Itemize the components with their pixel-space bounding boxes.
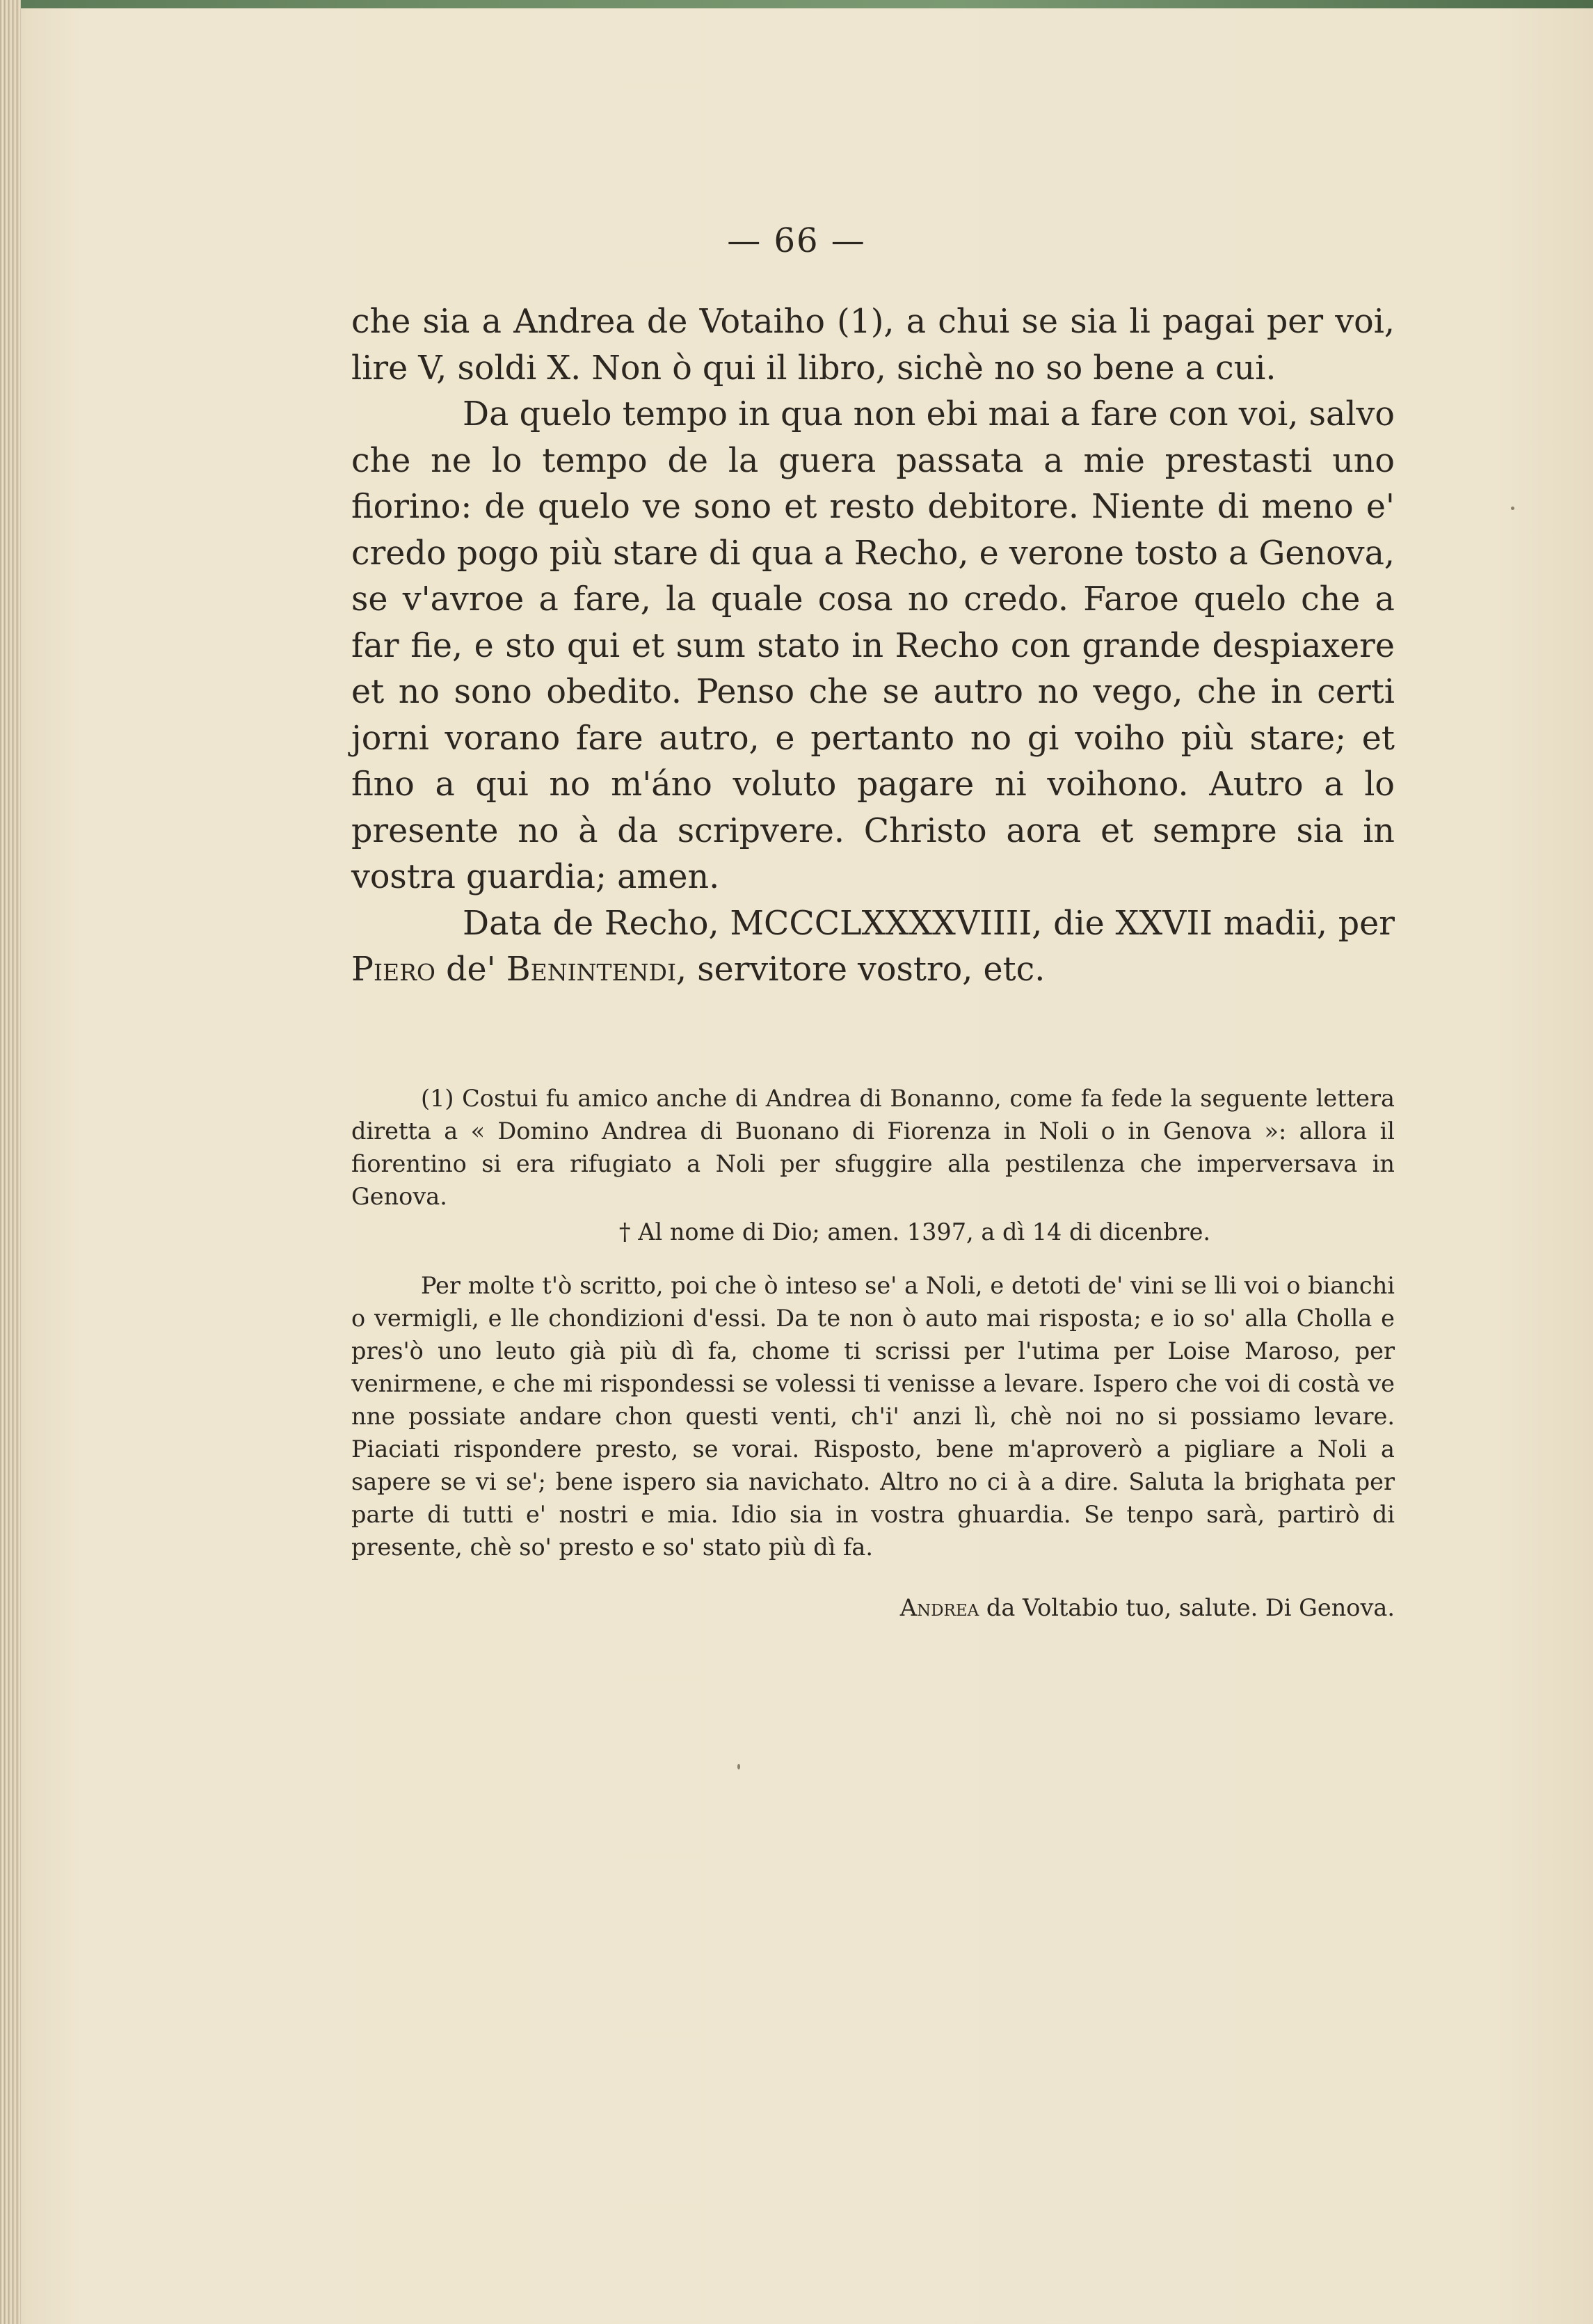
footnote-signature-rest: da Voltabio tuo, salute. Di Genova. xyxy=(979,1594,1395,1621)
signature-closing: , servitore vostro, etc. xyxy=(676,950,1046,989)
signature-surname: Benintendi xyxy=(506,950,677,989)
paper-speck xyxy=(737,1764,740,1769)
main-paragraph-2: Da quelo tempo in qua non ebi mai a fare con voi, salvo che ne lo tempo de la guera passata a mie prestasti uno fiorino: de quelo ve sono et resto debitore. Niente di meno e' credo pogo più stare di qua a Recho, e verone tosto a Genova, se v'avroe a fare, la quale cosa no credo. Faroe quelo che a far fie, e sto qui et sum stato in Recho con grande despiaxere et no sono obedito. Penso che se autro no vego, che in certi jorni vorano fare autro, e pertanto no gi voiho più stare; et fino a qui no m'áno voluto pagare ni voihono. Autro a lo presente no à da scripvere. Christo aora et sempre sia in vostra guardia; amen. xyxy=(351,395,1395,896)
signature-particle: de' xyxy=(435,950,506,989)
footnote-letter-body: Per molte t'ò scritto, poi che ò inteso se' a Noli, e detoti de' vini se lli voi o bianchi o vermigli, e lle chondizioni d'essi. Da te non ò auto mai risposta; e io so' alla Cholla e pres'ò uno leuto già più dì fa, chome ti scrissi per l'utima per Loise Maroso, per venirmene, e che mi rispondessi se volessi ti venisse a levare. Ispero che voi di costà ve nne possiate andare chon questi venti, ch'i' anzi lì, chè noi no si possiamo levare. Piaciati rispondere presto, se vorai. Risposto, bene m'aproverò a pigliare a Noli a sapere se vi se'; bene ispero sia navichato. Altro no ci à a dire. Saluta la brighata per parte di tutti e' nostri e mia. Idio sia in vostra ghuardia. Se tenpo sarà, partirò di presente, chè so' presto e so' stato più dì fa. xyxy=(351,1272,1395,1561)
date-line: Data de Recho, MCCCLXXXXVIIII, die XXVII madii, per xyxy=(463,904,1395,943)
footnote-block xyxy=(351,1082,1395,1624)
main-paragraph-3 xyxy=(351,901,1395,994)
page-number: — 66 — xyxy=(727,221,866,260)
footnote-signature-name: Andrea xyxy=(899,1594,979,1621)
binding-edge xyxy=(0,0,1593,8)
signature-first-name: Piero xyxy=(351,950,435,989)
footnote-signature xyxy=(351,1591,1395,1624)
main-text xyxy=(351,299,1395,994)
page-spine xyxy=(0,0,21,2324)
main-paragraph-1: che sia a Andrea de Votaiho (1), a chui se sia li pagai per voi, lire V, soldi X. Non ò qui il libro, sichè no so bene a cui. xyxy=(351,303,1395,388)
footnote-letter-heading: † Al nome di Dio; amen. 1397, a dì 14 di dicenbre. xyxy=(618,1218,1211,1245)
footnote-intro: (1) Costui fu amico anche di Andrea di Bonanno, come fa fede la seguente lettera diretta a « Domino Andrea di Buonano di Fiorenza in Noli o in Genova »: allora il fiorentino si era rifugiato a Noli per sfuggire alla pestilenza che imperversava in Genova. xyxy=(351,1085,1395,1210)
paper-speck xyxy=(1511,507,1514,510)
